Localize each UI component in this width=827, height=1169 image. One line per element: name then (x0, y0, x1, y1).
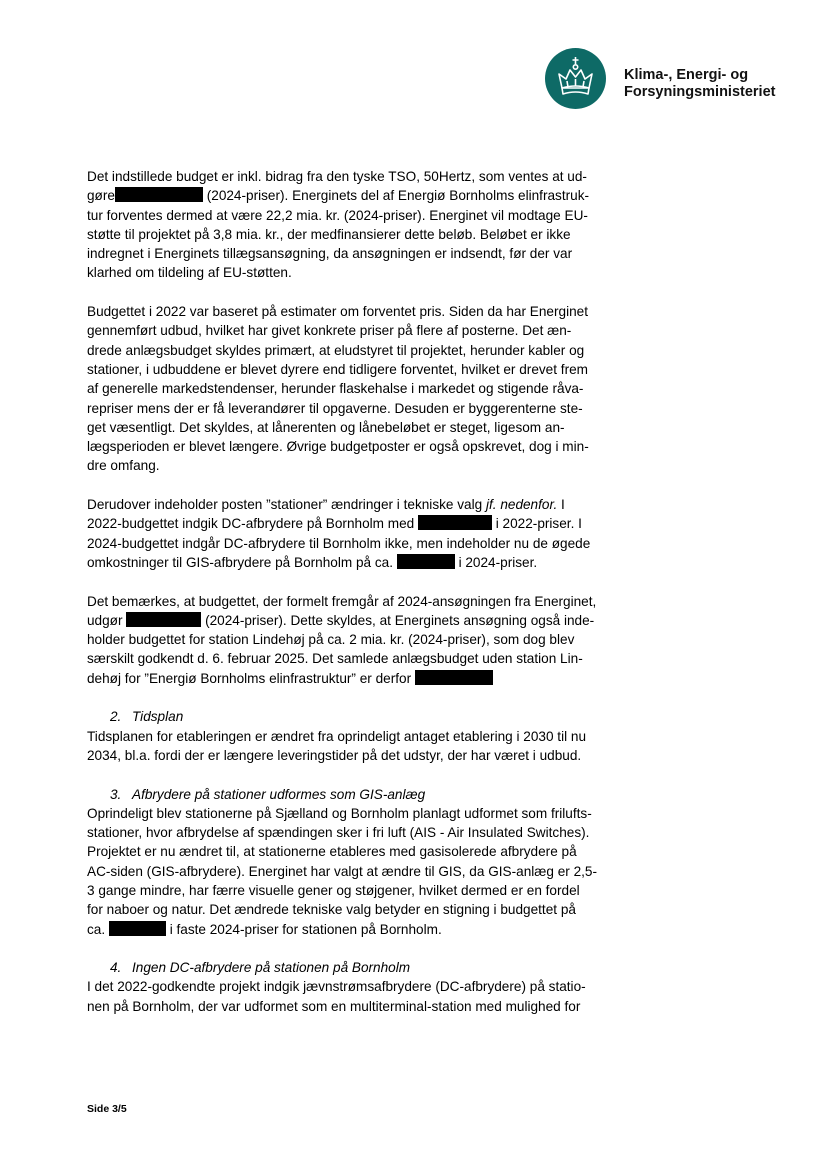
redaction-bar (418, 515, 492, 530)
redaction-bar (126, 612, 201, 627)
paragraph-budget-2022: Budgettet i 2022 var baseret på estimater om forventet pris. Siden da har Energinet gennemført udbud, hvilket har givet konkrete priser på flere af posterne. Det æn- drede anlægsbudget skyldes primært, at eludstyret til projektet, herunder kabler og stationer, i udbuddene er blevet dyrere end tidligere forventet, hvilket er drevet frem af generelle markedstendenser, herunder flaskehalse i markedet og stigende råva- repriser mens der er få leverandører til opgaverne. Desuden er byggerenterne ste- get væsentligt. Det skyldes, at lånerenten og lånebeløbet er steget, ligesom an- lægsperioden er blevet længere. Øvrige budgetposter er også opskrevet, dog i min- dre omfang. (87, 304, 589, 474)
ministry-name-line2: Forsyningsministeriet (624, 84, 776, 100)
section-heading-gis: 3. Afbrydere på stationer udformes som GIS-anlæg (110, 786, 426, 802)
section-heading-dc: 4. Ingen DC-afbrydere på stationen på Bornholm (110, 960, 411, 976)
section-heading-tidsplan: 2. Tidsplan (110, 709, 184, 725)
redaction-bar (109, 921, 166, 936)
paragraph-dc: I det 2022-godkendte projekt indgik jævnstrømsafbrydere (DC-afbrydere) på statio- nen på Bornholm, der var udformet som en multiterminal-station med mulighed for (87, 979, 586, 1014)
page-number: Side 3/5 (87, 1103, 127, 1115)
ministry-name-line1: Klima-, Energi- og (624, 67, 749, 83)
redaction-bar (115, 187, 203, 202)
document-body (87, 167, 601, 1016)
paragraph-stations: Derudover indeholder posten ”stationer” ændringer i tekniske valg jf. nedenfor. I 2022-budgettet indgik DC-afbrydere på Bornholm med i 2022-priser. I 2024-budgettet indgår DC-afbrydere til Bornholm ikke, men indeholder nu de øgede omkostninger til GIS-afbrydere på Bornholm på ca. i 2024-priser. (87, 497, 591, 570)
paragraph-gis: Oprindeligt blev stationerne på Sjælland og Bornholm planlagt udformet som frilufts- stationer, hvor afbrydelse af spændingen sker i fri luft (AIS - Air Insulated Switches). Projektet er nu ændret til, at stationerne etableres med gasisolerede afbrydere på AC-siden (GIS-afbrydere). Energinet har valgt at ændre til GIS, da GIS-anlæg er 2,5- 3 gange mindre, har færre visuelle gener og støjgener, hvilket dermed er en fordel for naboer og natur. Det ændrede tekniske valg betyder en stigning i budgettet på ca. i faste 2024-priser for stationen på Bornholm. (87, 805, 597, 937)
redaction-bar (397, 554, 455, 569)
crown-emblem-icon (545, 48, 606, 109)
ministry-name (624, 67, 814, 101)
redaction-bar (415, 670, 493, 685)
paragraph-tidsplan: Tidsplanen for etableringen er ændret fra oprindeligt antaget etablering i 2030 til nu 2034, bl.a. fordi der er længere leveringstider på det udstyr, der har været i udbud. (87, 728, 587, 763)
paragraph-budget-intro: Det indstillede budget er inkl. bidrag fra den tyske TSO, 50Hertz, som ventes at ud- gøre (2024-priser). Energinets del af Energiø Bornholms elinfrastruk- tur forventes dermed at være 22,2 mia. kr. (2024-priser). Energinet vil modtage EU- støtte til projektet på 3,8 mia. kr., der medfinansierer dette beløb. Beløbet er ikke indregnet i Energinets tillægsansøgning, da ansøgningen er indsendt, før der var klarhed om tildeling af EU-støtten. (87, 169, 590, 281)
ministry-logo (545, 48, 606, 109)
paragraph-formal-budget: Det bemærkes, at budgettet, der formelt fremgår af 2024-ansøgningen fra Energinet, udgør (2024-priser). Dette skyldes, at Energinets ansøgning også inde- holder budgettet for station Lindehøj på ca. 2 mia. kr. (2024-priser), som dog blev særskilt godkendt d. 6. februar 2025. Det samlede anlægsbudget uden station Lin- dehøj for ”Energiø Bornholms elinfrastruktur” er derfor (87, 593, 597, 686)
